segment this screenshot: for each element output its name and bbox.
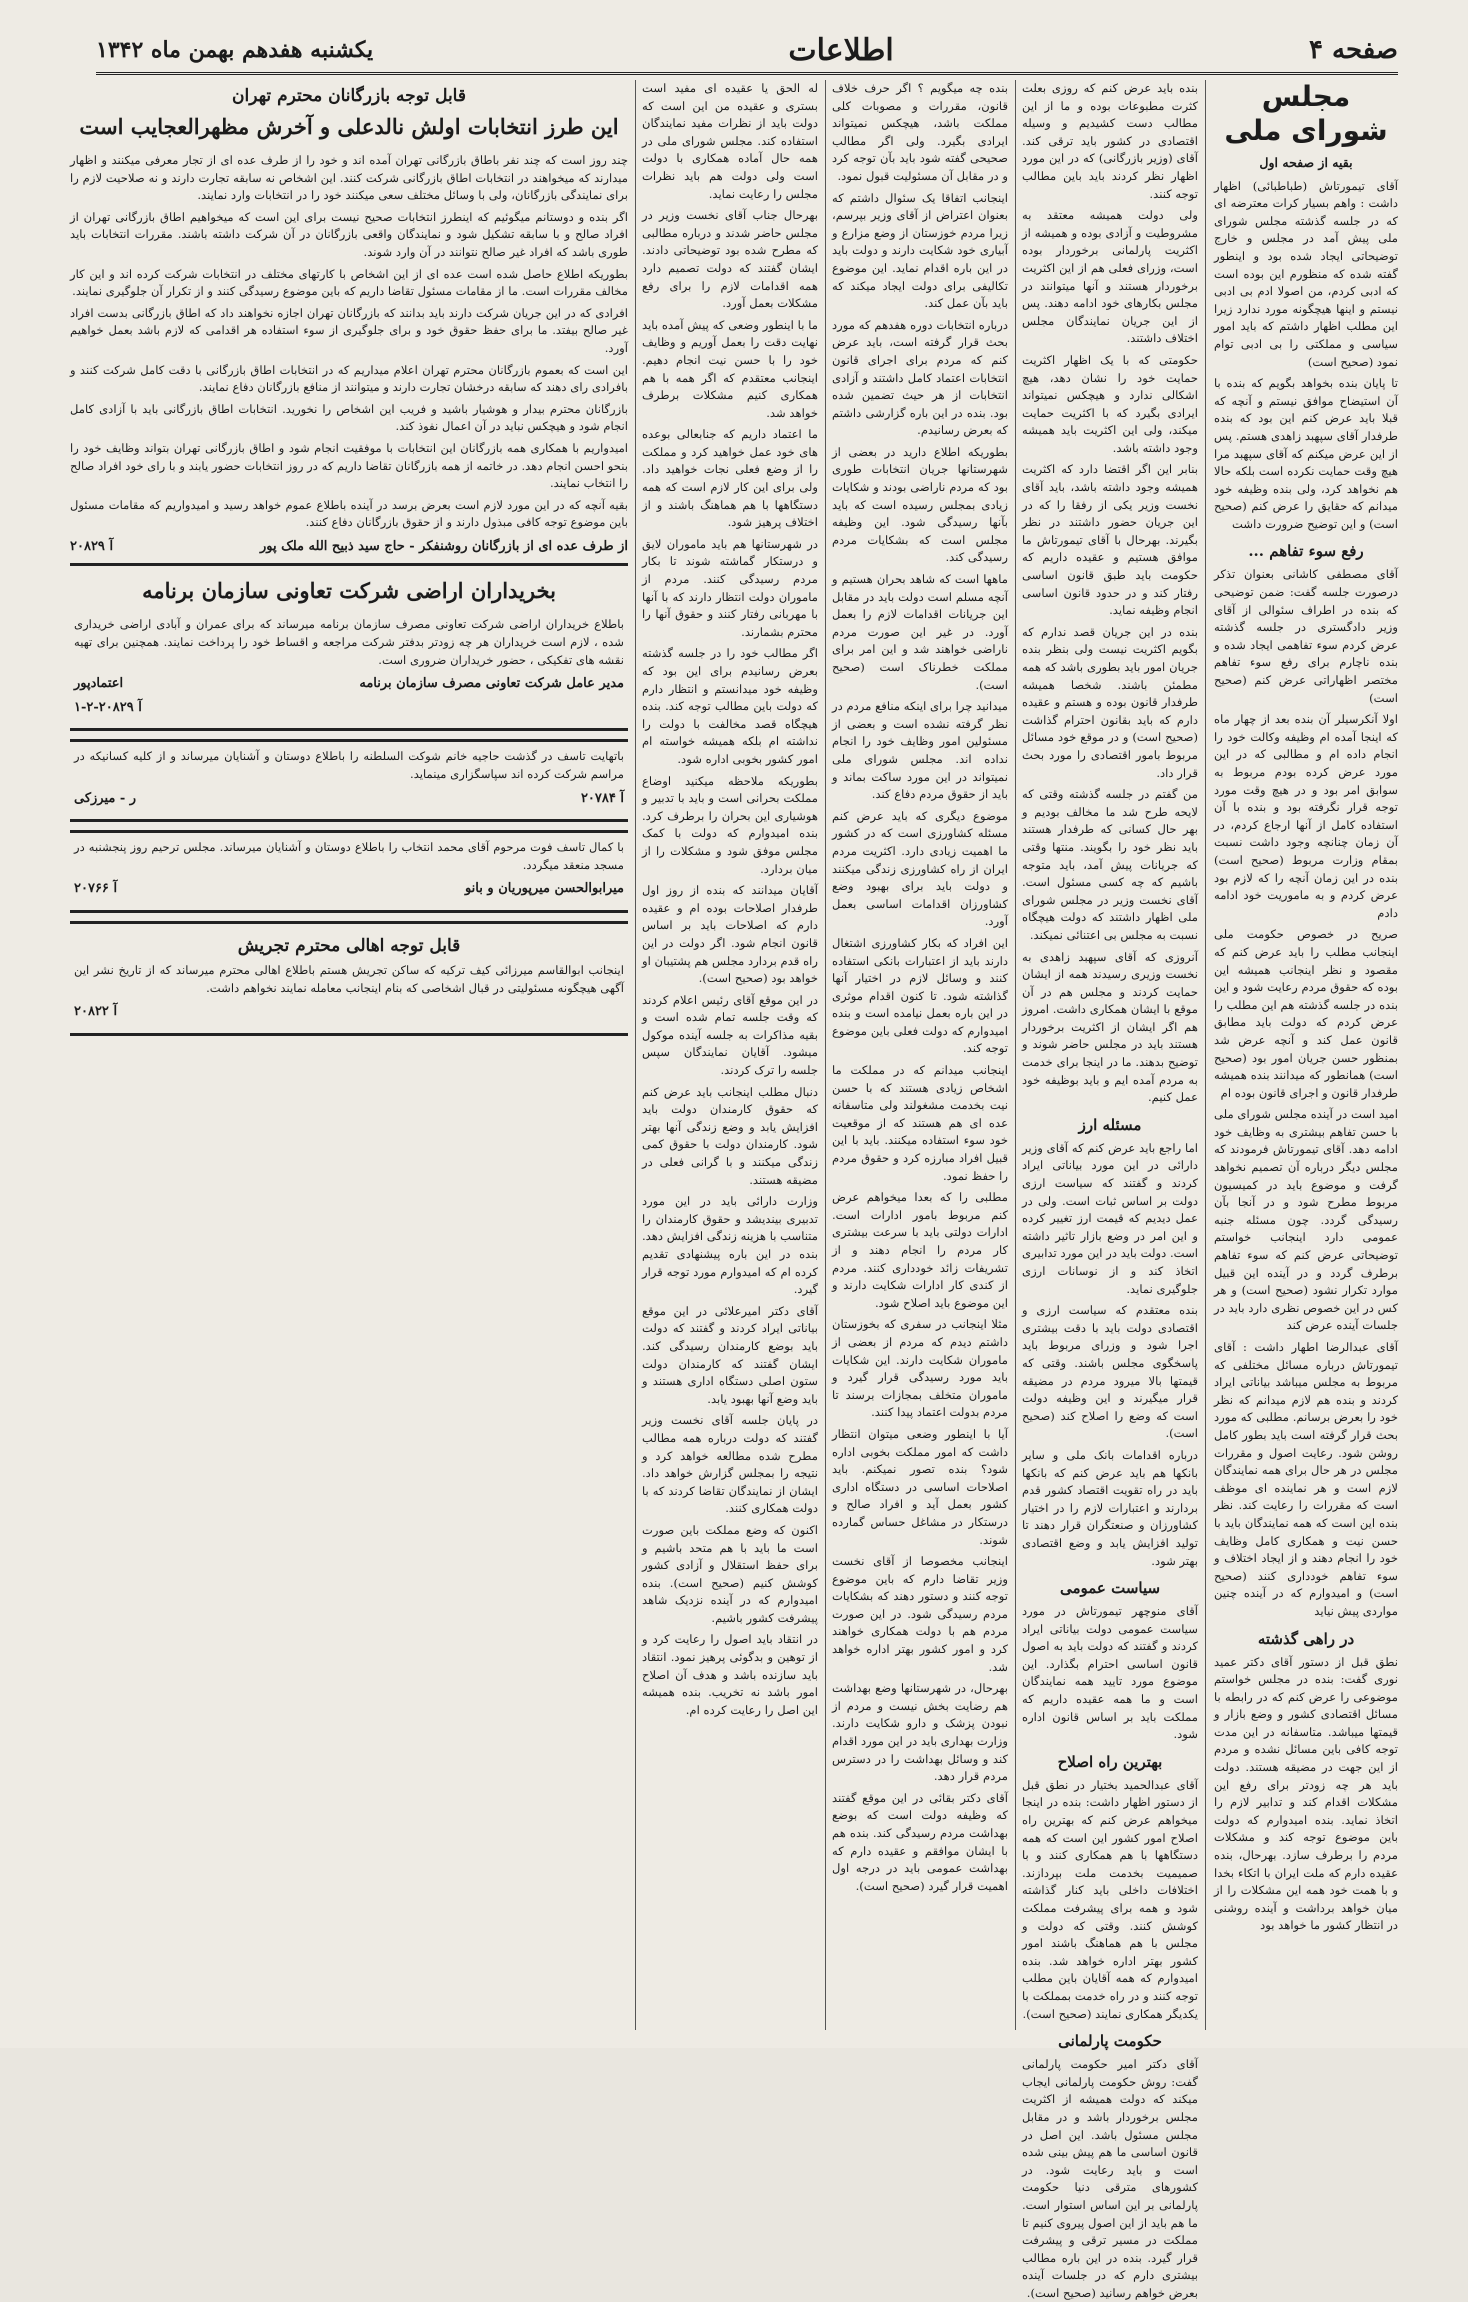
ad-headline: این طرز انتخابات اولش نالدعلی و آخرش مظهرالعجایب است bbox=[79, 114, 619, 139]
paragraph: بنده معتقدم که سیاست ارزی و اقتصادی دولت باید با دقت بیشتری اجرا شود و وزرای مربوط باید پاسخگوی مجلس باشند. وقتی که قیمتها بالا میرود مردم در مضیقه قرار میگیرند و این وظیفه دولت است که وضع را اصلاح کند (صحیح است). bbox=[1022, 1303, 1198, 1441]
paragraph: در انتقاد باید اصول را رعایت کرد و از توهین و بدگوئی پرهیز نمود. انتقاد باید سازنده باشد و هدف آن اصلاح امور باشد نه تخریب. بنده همیشه این اصل را رعایت کرده ام. bbox=[642, 1632, 818, 1717]
paragraph: مطلبی را که بعدا میخواهم عرض کنم مربوط بامور ادارات است. ادارات دولتی باید با سرعت بیشتری کار مردم را انجام دهند و از تشریفات زائد خودداری کنند. مردم از کندی کار ادارات شکایت دارند و این موضوع باید اصلاح شود. bbox=[832, 1190, 1008, 1310]
signature-name: اعتمادپور bbox=[74, 676, 124, 692]
paragraph: در این موقع آقای رئیس اعلام کردند که وقت جلسه تمام شده است و بقیه مذاکرات به جلسه آینده موکول میشود. آقایان نمایندگان سپس جلسه را ترک کردند. bbox=[642, 992, 818, 1078]
paragraph: میدانید چرا برای اینکه منافع مردم در نظر گرفته نشده است و بعضی از مسئولین امور وظایف خود را انجام نداده اند. مجلس شورای ملی نمیتواند در این مورد ساکت بماند و باید از حقوق مردم دفاع کند. bbox=[832, 699, 1008, 802]
paragraph: باطلاع خریداران اراضی شرکت تعاونی مصرف سازمان برنامه میرساند که برای عمران و آبادی اراضی خریداری شده ، لازم است خریداران هر چه زودتر بدفتر شرکت مراجعه و اقساط خود را پرداخت نمایند. همچنین برای تهیه نقشه های تفکیکی ، حضور خریداران ضروری است. bbox=[74, 617, 624, 667]
column-3 bbox=[832, 80, 1008, 2030]
paragraph: در شهرستانها هم باید ماموران لایق و درستکار گماشته شوند تا بکار مردم رسیدگی کنند. مردم از ماموران دولت انتظار دارند که با آنها با مهربانی رفتار کنند و حقوق آنها را محترم بشمارند. bbox=[642, 536, 818, 639]
paragraph: من گفتم در جلسه گذشته وقتی که لایحه طرح شد ما مخالف بودیم و بهر حال کسانی که طرفدار هستند باید نظر خود را بگویند. منتها وقتی که جریانات پیش آمد، باید متوجه باشیم که چه کسی مسئول است. آقای نخست وزیر در مجلس شورای ملی اظهار داشتند که دولت هیچگاه نسبت به مجلس بی اعتنائی نمیکند. bbox=[1022, 787, 1198, 942]
page-number: صفحه ۴ bbox=[1309, 35, 1398, 65]
paragraph: با کمال تاسف فوت مرحوم آقای محمد انتخاب را باطلاع دوستان و آشنایان میرساند. مجلس ترحیم روز پنجشنبه در مسجد منعقد میگردد. bbox=[74, 840, 624, 872]
ad-code: آ ۲۰۸۲۹-۲-۱ bbox=[74, 699, 142, 715]
ad-code: آ ۲۰۷۶۶ bbox=[74, 881, 118, 897]
paragraph: بنده چه میگویم ؟ اگر حرف خلاف قانون، مقررات و مصوبات کلی مملکت باشد، هیچکس نمیتواند ایرادی بگیرد. ولی اگر مطالب صحیحی گفته شود باید بآن توجه کرد و در مقابل آن مسئولیت قبول نمود. bbox=[832, 81, 1008, 183]
section-heading: رفع سوء تفاهم ... bbox=[1248, 542, 1364, 561]
column-advertisements bbox=[70, 80, 628, 2030]
paragraph: آنروزی که آقای سپهبد زاهدی به نخست وزیری رسیدند همه از ایشان حمایت کردند و مجلس هم در آن موقع با ایشان همکاری داشت. امروز هم اگر ایشان از اکثریت برخوردار هستند باید در مجلس حاضر شوند و توضیح بدهند. ما در اینجا برای خدمت به مردم آمده ایم و باید بوظیفه خود عمل کنیم. bbox=[1022, 949, 1198, 1105]
signature-text: ر - میرزکی bbox=[74, 790, 137, 806]
paragraph: اولا آنکرسیلر آن بنده بعد از چهار ماه که اینجا آمده ام وظیفه وکالت خود را انجام داده ام و مطالبی که در این مورد عرض کرده بودم مربوط به سوابق امر بود و در هیچ وقت مورد توجه قرار نگرفته بود و بنده با آن استفاده کامل از آنها ارجاع کردم، در آن زمان چنانچه وجود داشت نسبت بمقام وزارت مربوط (صحیح است) بنده در این زمان آنچه را که لازم بود عرض کردم و به ماموریت خود ادامه دادم bbox=[1214, 712, 1398, 920]
column-2 bbox=[1022, 80, 1198, 2300]
paragraph: بنده در این جریان قصد ندارم که بگویم اکثریت نیست ولی بنظر بنده جریان امور باید بطوری باشد که همه مطمئن باشند. شخصا همیشه طرفدار قانون بوده و هستم و عقیده دارم که باید بقانون احترام گذاشت (صحیح است) و در موقع خود مسائل مربوط بامور اقتصادی را مورد بحث قرار داد. bbox=[1022, 624, 1198, 780]
ad-code: آ ۲۰۷۸۴ bbox=[580, 790, 624, 806]
column-rule bbox=[825, 80, 826, 2030]
column-rule bbox=[635, 80, 636, 2030]
ad-code: آ ۲۰۸۲۲ bbox=[74, 1004, 118, 1020]
paragraph: بهرحال، در شهرستانها وضع بهداشت هم رضایت بخش نیست و مردم از نبودن پزشک و دارو شکایت دارند. وزارت بهداری باید در این مورد اقدام کند و وسائل بهداشت را در دسترس مردم قرار دهد. bbox=[832, 1681, 1008, 1784]
ad-box bbox=[70, 921, 628, 1036]
paragraph: آقای دکتر امیرعلائی در این موقع بیاناتی ایراد کردند و گفتند که دولت باید بوضع کارمندان رسیدگی کند. ایشان گفتند که کارمندان دولت ستون اصلی دستگاه اداری هستند و باید وضع آنها بهبود یابد. bbox=[642, 1303, 818, 1406]
ad-signature bbox=[74, 880, 624, 898]
paragraph: آقای مصطفی کاشانی بعنوان تذکر درصورت جلسه گفت: ضمن توضیحی که بنده در اطراف سئوالی از آقای وزیر دادگستری در جلسه گذشته عرض کردم سوء تفاهمی ایجاد شده و بنده ناچارم برای رفع سوء تفاهم مختصر اظهاراتی عرض کنم (صحیح است) bbox=[1214, 567, 1398, 705]
paragraph: اینجانب مخصوصا از آقای نخست وزیر تقاضا دارم که باین موضوع توجه کنند و دستور دهند که بشکایات مردم رسیدگی شود. در این صورت مردم هم با دولت همکاری خواهند کرد و امور کشور بهتر اداره خواهد شد. bbox=[832, 1554, 1008, 1674]
paragraph: اگر بنده و دوستانم میگوئیم که اینطرز انتخابات صحیح نیست برای این است که میخواهیم اطاق بازرگانی تهران از افراد صالح و با سابقه تشکیل شود و نمایندگان واقعی بازرگانان در آن شرکت داشته باشند. مقررات انتخابات باید طوری باشد که افراد غیر صالح نتوانند در آن وارد شوند. bbox=[70, 209, 628, 259]
ad-signature bbox=[70, 538, 628, 556]
paragraph: اکنون که وضع مملکت باین صورت است ما باید با هم متحد باشیم و برای حفظ استقلال و آزادی کشور کوشش کنیم (صحیح است). بنده امیدوارم که در آینده نزدیک شاهد پیشرفت کشور باشیم. bbox=[642, 1522, 818, 1625]
ad-signature bbox=[74, 790, 624, 808]
paragraph: ماهها است که شاهد بحران هستیم و آنچه مسلم است دولت باید در مقابل این جریانات اقدامات لازم را بعمل آورد. در غیر این صورت مردم ناراضی خواهند شد و این امر برای مملکت خطرناک است (صحیح است). bbox=[832, 572, 1008, 692]
paragraph: بطوریکه اطلاع دارید در بعضی از شهرستانها جریان انتخابات طوری بود که مردم ناراضی بودند و شکایات زیادی بمجلس رسیده است که باید بآنها رسیدگی شود. این وظیفه مجلس است که بشکایات مردم رسیدگی کند. bbox=[832, 444, 1008, 565]
paragraph: بطوریکه اطلاع حاصل شده است عده ای از این اشخاص با کارتهای مختلف در انتخابات شرکت کرده اند و این کار مخالف مقررات است. ما از مقامات مسئول تقاضا داریم که باین موضوع رسیدگی کنند و از تکرار آن جلوگیری نمایند. bbox=[70, 266, 628, 299]
paragraph: اما راجع باید عرض کنم که آقای وزیر دارائی در این مورد بیاناتی ایراد کردند و گفتند که سیاست ارزی دولت بر اساس ثبات است. ولی در عمل دیدیم که قیمت ارز تغییر کرده و این امر در وضع بازار تاثیر داشته است. دولت باید در این مورد تدابیری اتخاذ کند و از نوسانات ارزی جلوگیری نماید. bbox=[1022, 1140, 1198, 1296]
column-4 bbox=[642, 80, 818, 2030]
ad-headline: بخریداران اراضی شرکت تعاونی سازمان برنامه bbox=[142, 578, 556, 604]
signature-text: از طرف عده ای از بازرگانان روشنفکر - حاج سید ذبیح الله ملک پور bbox=[259, 538, 628, 554]
paragraph: بقیه آنچه که در این مورد لازم است بعرض برسد در آینده باطلاع عموم خواهد رسید و امیدواریم که مقامات مسئول باین موضوع توجه کافی مبذول دارند و از حقوق بازرگانان دفاع کنند. bbox=[70, 497, 628, 530]
paragraph: باتهایت تاسف در گذشت حاجیه خانم شوکت السلطنه را باطلاع دوستان و آشنایان میرساند و از کلیه کسانیکه در مراسم شرکت کرده اند سپاسگزاری مینماید. bbox=[74, 749, 624, 782]
paragraph: موضوع دیگری که باید عرض کنم مسئله کشاورزی است که در کشور ما اهمیت زیادی دارد. اکثریت مردم ایران از راه کشاورزی زندگی میکنند و دولت باید برای بهبود وضع کشاورزان اقدامات اساسی بعمل آورد. bbox=[832, 808, 1008, 929]
ad-footer bbox=[74, 1003, 624, 1021]
paragraph: بهرحال جناب آقای نخست وزیر در مجلس حاضر شدند و درباره مطالبی که مطرح شده بود توضیحاتی دادند. ایشان گفتند که دولت تصمیم دارد همه اقدامات لازم را برای رفع مشکلات بعمل آورد. bbox=[642, 208, 818, 311]
issue-date: یکشنبه هفدهم بهمن ماه ۱۳۴۲ bbox=[96, 37, 374, 63]
section-heading: حکومت پارلمانی bbox=[1058, 2032, 1162, 2051]
paragraph: بطوریکه ملاحظه میکنید اوضاع مملکت بحرانی است و باید با تدبیر و هوشیاری این بحران را برطرف کرد. بنده امیدوارم که دولت با کمک مجلس موفق شود و مشکلات را از میان بردارد. bbox=[642, 773, 818, 876]
ad-box bbox=[70, 739, 628, 822]
paragraph: آقای عبدالرضا اطهار داشت : آقای تیمورتاش درباره مسائل مختلفی که مربوط به مجلس میباشد بیاناتی ایراد کردند و بنده هم لازم میدانم که نظر خود را بعرض برسانم. مطلبی که مورد بحث قرار گرفته است باید بطور کامل روشن شود. رعایت اصول و مقررات مجلس در هر حال برای همه نمایندگان لازم است و هر نماینده ای موظف است که مقررات را رعایت کند. نظر بنده این است که همه نمایندگان باید با حسن نیت و همکاری کامل وظایف خود را انجام دهند و از ایجاد اختلاف و سوء تفاهم خودداری کنند (صحیح است) و امیدوارم که در آینده چنین مواردی پیش نیاید bbox=[1214, 1340, 1398, 1618]
paragraph: اینجانب میدانم که در مملکت ما اشخاص زیادی هستند که با حسن نیت بخدمت مشغولند ولی متاسفانه عده ای هم هستند که از موقعیت خود سوء استفاده میکنند. باید با این قبیل افراد مبارزه کرد و حقوق مردم را حفظ نمود. bbox=[832, 1063, 1008, 1183]
paragraph: چند روز است که چند نفر باطاق بازرگانی تهران آمده اند و خود را از طرف عده ای از تجار معرفی میکنند و اظهار میدارند که میخواهند در انتخابات اطاق بازرگانی شرکت کنند. این اشخاص نه سابقه تجارت دارند و نه صلاحیت لازم را برای نمایندگی بازرگانان، ولی با وسائل مختلف سعی میکنند خود را در انتخابات وارد نمایند. bbox=[70, 153, 628, 203]
paragraph: درباره انتخابات دوره هفدهم که مورد بحث قرار گرفته است، باید عرض کنم که مردم برای اجرای قانون انتخابات اعتماد کامل داشتند و آزادی انتخابات از هر حیث تضمین شده بود. بنده در این باره گزارشی داشتم که بعرض رسانیدم. bbox=[832, 317, 1008, 438]
ad-code: آ ۲۰۸۲۹ bbox=[70, 538, 114, 554]
ad-signature bbox=[74, 675, 624, 693]
ad-box bbox=[70, 563, 628, 731]
section-heading: بهترین راه اصلاح bbox=[1057, 1752, 1163, 1771]
paragraph: درباره اقدامات بانک ملی و سایر بانکها هم باید عرض کنم که بانکها باید در راه تقویت اقتصاد کشور قدم بردارند و اعتبارات لازم را در اختیار کشاورزان و صنعتگران قرار دهند تا تولید افزایش یابد و وضع اقتصادی بهتر شود. bbox=[1022, 1447, 1198, 1568]
paragraph: نطق قبل از دستور آقای دکتر عمید نوری گفت: بنده در مجلس خواستم موضوعی را عرض کنم که در رابطه با مسائل اقتصادی کشور و وضع بازار و قیمتها میباشد. متاسفانه در این مدت توجه کافی باین مسائل نشده و مردم از این جهت در مضیقه هستند. دولت باید هر چه زودتر برای رفع این مشکلات اقدام کند و تدابیر لازم را اتخاذ نماید. بنده امیدوارم که دولت باین موضوع توجه کند و مشکلات مردم را برطرف سازد. بهرحال، بنده عقیده دارم که ملت ایران با اتکاء بخدا و با همت خود همه این مشکلات را از میان خواهد برداشت و آینده روشنی در انتظار کشور ما خواهد بود bbox=[1214, 1654, 1398, 1933]
paragraph: آقایان میدانند که بنده از روز اول طرفدار اصلاحات بوده ام و عقیده دارم که اصلاحات باید بر اساس قانون انجام شود. اگر دولت در این راه قدم بردارد مجلس هم پشتیبان او خواهد بود (صحیح است). bbox=[642, 883, 818, 986]
paragraph: امیدواریم با همکاری همه بازرگانان این انتخابات با موفقیت انجام شود و اطاق بازرگانی تهران بتواند وظایف خود را بنحو احسن انجام دهد. در خاتمه از همه بازرگانان تقاضا داریم که در روز انتخابات حضور یابند و با رای خود افراد صالح را انتخاب نمایند. bbox=[69, 440, 628, 491]
signature-text: میرابوالحسن میرپوریان و بانو bbox=[464, 881, 624, 897]
paragraph: این افراد که بکار کشاورزی اشتغال دارند باید از اعتبارات بانکی استفاده کنند و وسائل لازم در اختیار آنها گذاشته شود. تا کنون اقدام موثری در این باره بعمل نیامده است و بنده امیدوارم که دولت فعلی باین موضوع توجه کند. bbox=[832, 935, 1008, 1056]
paragraph: آقای تیمورتاش (طباطبائی) اظهار داشت : واهم بسیار کرات معترضه ای که در جلسه گذشته مجلس شورای ملی پیش آمد در مجلس و خارج توضیحاتی ایجاد شده بود و اینطور گفته شده که منظورم این بوده است که ادبی کردم، من اصولا ادم بی ادبی نیستم و اینها هیچگونه مورد ندارد زیرا این مطلب اظهار داشتم که باید امور سیاسی و مملکتی را بی ادبی توام نمود (صحیح است) bbox=[1214, 178, 1398, 369]
paragraph: این است که بعموم بازرگانان محترم تهران اعلام میداریم که در انتخابات اطاق بازرگانی با دقت کامل شرکت کنند و بافرادی رای دهند که سابقه درخشان تجارت دارند و میتوانند از منافع بازرگانان دفاع نمایند. bbox=[70, 362, 628, 395]
column-rule bbox=[1015, 80, 1016, 2030]
paragraph: مثلا اینجانب در سفری که بخوزستان داشتم دیدم که مردم از بعضی از ماموران شکایت دارند. این شکایات باید مورد رسیدگی قرار گیرد و ماموران متخلف بمجازات برسند تا مردم بدولت اعتماد پیدا کنند. bbox=[832, 1317, 1008, 1420]
paragraph: آقای عبدالحمید بختیار در نطق قبل از دستور اظهار داشت: بنده در اینجا میخواهم عرض کنم که بهترین راه اصلاح امور کشور این است که همه دستگاهها با هم همکاری کنند و با صمیمیت بخدمت ملت بپردازند. اختلافات داخلی باید کنار گذاشته شود و همه برای پیشرفت مملکت کوشش کنند. وقتی که دولت و مجلس با هم هماهنگ باشند امور کشور بهتر اداره خواهد شد. بنده امیدوارم که همه آقایان باین مطلب توجه کنند و در راه خدمت بمملکت با یکدیگر همکاری نمایند (صحیح است). bbox=[1022, 1777, 1198, 2021]
paragraph: آقای منوچهر تیمورتاش در مورد سیاست عمومی دولت بیاناتی ایراد کردند و گفتند که دولت باید به اصول قانون اساسی احترام بگذارد. این موضوع مورد تایید همه نمایندگان است و ما همه عقیده داریم که مملکت باید بر اساس قانون اداره شود. bbox=[1022, 1604, 1198, 1742]
article-title: مجلس شورای ملی bbox=[1224, 80, 1388, 147]
paragraph: بازرگانان محترم بیدار و هوشیار باشید و فریب این اشخاص را نخورید. انتخابات اطاق بازرگانی باید با آزادی کامل انجام شود و هیچکس نباید در آن اعمال نفوذ کند. bbox=[70, 401, 628, 434]
paragraph: امید است در آینده مجلس شورای ملی با حسن تفاهم بیشتری به وظایف خود ادامه دهد. آقای تیمورتاش فرمودند که مجلس دیگر درباره آن تصمیم نخواهد گرفت و موضوع باید در کمیسیون مربوط مطرح شود و در آنجا بآن رسیدگی گردد. چون مسئله جنبه عمومی دارد اینجانب خواستم توضیحاتی عرض کنم که سوء تفاهم برطرف گردد و در آینده این قبیل موارد تکرار نشود (صحیح است) و هر کس در این خصوص نظری دارد باید در جلسات آینده عرض کند bbox=[1214, 1107, 1398, 1333]
ad-title: قابل توجه اهالی محترم تجریش bbox=[237, 936, 461, 956]
paragraph: دنبال مطلب اینجانب باید عرض کنم که حقوق کارمندان دولت باید افزایش یابد و وضع زندگی آنها بهتر شود. کارمندان دولت با حقوق کمی زندگی میکنند و با گرانی فعلی در مضیقه هستند. bbox=[642, 1084, 818, 1187]
paragraph: صریح در خصوص حکومت ملی اینجانب مطلب را باید عرض کنم که مقصود و نظر اینجانب همیشه این بوده که حقوق مردم رعایت شود و این بنده در جلسه گذشته هم این مطلب را عرض کردم که دولت باید مطابق قانون عمل کند و آنچه عرض شد بمنظور حسن جریان امور بود (صحیح است) همانطور که میدانند بنده همیشه طرفدار قانون و اجرای قانون بوده ام bbox=[1214, 927, 1398, 1100]
paragraph: حکومتی که با یک اظهار اکثریت حمایت خود را نشان دهد، هیچ اشکالی ندارد و هیچکس نمیتواند ایرادی بگیرد که با اکثریت حمایت میکند، ولی این اکثریت باید همیشه وجود داشته باشد. bbox=[1022, 352, 1198, 455]
section-heading: سیاست عمومی bbox=[1059, 1579, 1161, 1598]
paragraph: آقای دکتر بقائی در این موقع گفتند که وظیفه دولت است که بوضع بهداشت مردم رسیدگی کند. بنده هم با ایشان موافقم و عقیده دارم که بهداشت عمومی باید در درجه اول اهمیت قرار گیرد (صحیح است). bbox=[832, 1790, 1008, 1893]
ad-title: قابل توجه بازرگانان محترم تهران bbox=[232, 86, 466, 106]
paragraph: له الحق یا عقیده ای مفید است بستری و عقیده من این است که دولت باید از نظرات مفید نمایندگان استفاده کند. مجلس شورای ملی در همه حال آماده همکاری با دولت است ولی دولت هم باید نظرات مجلس را رعایت نماید. bbox=[642, 81, 818, 201]
paragraph: ما با اینطور وضعی که پیش آمده باید نهایت دقت را بعمل آوریم و وظایف خود را با حسن نیت انجام دهیم. اینجانب معتقدم که اگر همه با هم همکاری کنیم مشکلات برطرف خواهد شد. bbox=[642, 317, 818, 420]
paragraph: بنابر این اگر اقتضا دارد که اکثریت همیشه وجود داشته باشد، باید آقای نخست وزیر یکی از رفقا را که در این جریان حضور داشتند در نظر بگیرند. بهرحال با آقای تیمورتاش ما موافق هستیم و عقیده داریم که حکومت باید طبق قانون اساسی رفتار کند و در حدود قانون اساسی انجام وظیفه نماید. bbox=[1022, 462, 1198, 618]
masthead bbox=[96, 28, 1398, 75]
paragraph: اینجانب اتفاقا یک سئوال داشتم که بعنوان اعتراض از آقای وزیر بپرسم، زیرا مردم خوزستان از وضع مزارع و آبیاری خود شکایت دارند و دولت باید در این باره اقدام نماید. این موضوع تکالیفی برای دولت ایجاد میکند که باید بآن عمل کند. bbox=[832, 190, 1008, 311]
ad-box bbox=[70, 830, 628, 913]
paragraph: در پایان جلسه آقای نخست وزیر گفتند که دولت درباره همه مطالب مطرح شده مطالعه خواهد کرد و نتیجه را بمجلس گزارش خواهد داد. ایشان از نمایندگان تقاضا کردند که با دولت همکاری کنند. bbox=[642, 1413, 818, 1516]
paragraph: وزارت دارائی باید در این مورد تدبیری بیندیشد و حقوق کارمندان را متناسب با هزینه زندگی افزایش دهد. بنده در این باره پیشنهادی تقدیم کرده ام که امیدوارم مورد توجه قرار گیرد. bbox=[641, 1194, 818, 1297]
paragraph: ولی دولت همیشه معتقد به مشروطیت و آزادی بوده و همیشه از اکثریت پارلمانی برخوردار بوده است، وزرای فعلی هم از این اکثریت برخوردار هستند و آنها میتوانند در مجلس بکارهای خود ادامه دهند. پس از این جریان نمایندگان مجلس اختلاف داشتند. bbox=[1022, 208, 1198, 346]
paragraph: ما اعتماد داریم که جنابعالی بوعده های خود عمل خواهید کرد و مملکت را از وضع فعلی نجات خواهید داد. ولی برای این کار لازم است که همه دستگاهها با هم هماهنگ باشند و از اختلاف پرهیز شود. bbox=[642, 427, 818, 530]
section-heading: در راهی گذشته bbox=[1257, 1629, 1355, 1648]
paragraph: بنده باید عرض کنم که روزی بعلت کثرت مطبوعات بوده و ما از این مطالب دست کشیدیم و وسیله اقتصادی در کشور باید ترقی کند. آقای (وزیر بازرگانی) که در این مورد اظهار نظر کردند باید باین مطالب توجه کنند. bbox=[1022, 81, 1198, 201]
paragraph: تا پایان بنده بخواهد بگویم که بنده با آن استیضاح موافق نیستم و آنچه که قبلا باید عرض کنم این بود که بنده طرفدار آقای سپهبد زاهدی هستم. پس از این عرض میکنم که آقای سپهبد مرا هیچ وقت حمایت نکرده است بلکه حالا هم نخواهد کرد، ولی بنده وظیفه خود میدانم که حقایق را عرض کنم (صحیح است) و این توضیح ضرورت داشت bbox=[1214, 376, 1398, 531]
signature-text: مدیر عامل شرکت تعاونی مصرف سازمان برنامه bbox=[359, 676, 624, 692]
column-rule bbox=[1205, 80, 1206, 2030]
paragraph: اگر مطالب خود را در جلسه گذشته بعرض رسانیدم برای این بود که وظیفه خود میدانستم و انتظار دارم که دولت باین مطالب توجه کند. بنده هیچگاه قصد مخالفت با دولت را نداشته ام بلکه همیشه خواسته ام امور کشور بخوبی اداره شود. bbox=[642, 646, 818, 766]
ad-footer bbox=[74, 699, 624, 717]
newspaper-name: اطلاعات bbox=[788, 32, 894, 68]
section-heading: مسئله ارز bbox=[1078, 1115, 1142, 1134]
paragraph: اینجانب ابوالقاسم میرزائی کیف ترکیه که ساکن تجریش هستم باطلاع اهالی محترم میرساند که از تاریخ نشر این آگهی هیچگونه مسئولیتی در قبال اشخاصی که بنام اینجانب معامله نمایند نخواهم داشت. bbox=[74, 963, 624, 995]
continued-note: بقیه از صفحه اول bbox=[1259, 155, 1353, 170]
paragraph: افرادی که در این جریان شرکت دارند باید بدانند که بازرگانان تهران اجازه نخواهند داد که اطاق بازرگانی بدست افراد غیر صالح بیفتد. ما برای حفظ حقوق خود و برای جلوگیری از سوء استفاده هر اقدامی که لازم باشد بعمل خواهیم آورد. bbox=[70, 305, 628, 355]
paragraph: آقای دکتر امیر حکومت پارلمانی گفت: روش حکومت پارلمانی ایجاب میکند که دولت همیشه از اکثریت مجلس برخوردار باشد و در مقابل مجلس مسئول باشد. این اصل در قانون اساسی ما هم پیش بینی شده است و باید رعایت شود. در کشورهای مترقی دنیا حکومت پارلمانی بر این اساس استوار است. ما هم باید از این اصول پیروی کنیم تا مملکت در مسیر ترقی و پیشرفت قرار گیرد. بنده در این باره مطالب بیشتری دارم که در جلسات آینده بعرض خواهم رسانید (صحیح است). bbox=[1022, 2057, 1198, 2300]
paragraph: آیا با اینطور وضعی میتوان انتظار داشت که امور مملکت بخوبی اداره شود؟ بنده تصور نمیکنم. باید اصلاحات اساسی در دستگاه اداری کشور بعمل آید و افراد صالح و درستکار در مشاغل حساس گمارده شوند. bbox=[832, 1426, 1008, 1547]
column-majlis bbox=[1214, 80, 1398, 2030]
